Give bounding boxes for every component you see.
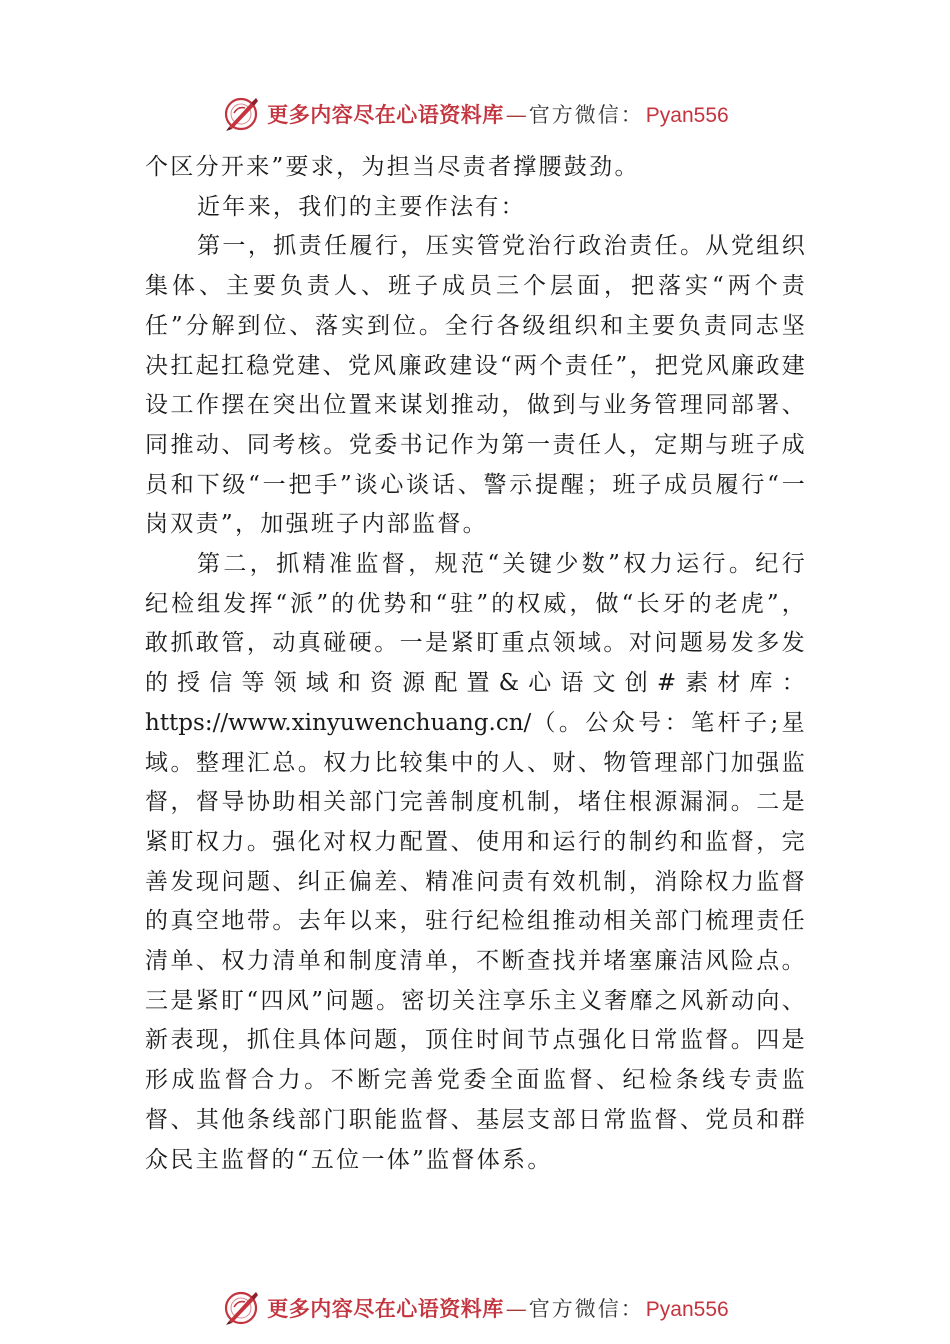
footer-banner-text: [267, 1293, 728, 1323]
pen-nib-logo-icon: [221, 1288, 261, 1328]
second-point-text-b: （。公众号：笔杆子;星域。整理汇总。权力比较集中的人、财、物管理部门加强监督，督导协助相关部门完善制度机制，堵住根源漏洞。二是紧盯权力。强化对权力配置、使用和运行的制约和监督，完善发现问题、纠正偏差、精准问责有效机制，消除权力监督的真空地带。去年以来，驻行纪检组推动相关部门梳理责任清单、权力清单和制度清单，不断查找并堵塞廉洁风险点。三是紧盯“四风”问题。密切关注享乐主义奢靡之风新动向、新表现，抓住具体问题，顶住时间节点强化日常监督。四是形成监督合力。不断完善党委全面监督、纪检条线专责监督、其他条线部门职能监督、基层支部日常监督、党员和群众民主监督的“五位一体”监督体系。: [145, 709, 807, 1173]
pen-nib-logo-icon: [221, 94, 261, 134]
footer-banner-account: Pyan556: [645, 1298, 729, 1321]
header-banner-dash: —: [505, 103, 527, 127]
second-point-text-a: 第二，抓精准监督，规范“关键少数”权力运行。纪行纪检组发挥“派”的优势和“驻”的权威，做“长牙的老虎”，敢抓敢管，动真碰硬。一是紧盯重点领域。对问题易发多发的授信等领域和资源配置&心语文创#素材库：: [145, 551, 807, 697]
website-url: https://www.xinyuwenchuang.cn/: [145, 709, 532, 736]
paragraph-continuation: 个区分开来”要求，为担当尽责者撑腰鼓劲。: [145, 154, 640, 180]
footer-banner-title: 更多内容尽在心语资料库: [267, 1296, 504, 1321]
paragraph-intro: 近年来，我们的主要作法有：: [197, 193, 526, 220]
header-banner-title: 更多内容尽在心语资料库: [267, 102, 504, 127]
header-banner-account: Pyan556: [645, 104, 729, 127]
footer-banner: [0, 1286, 950, 1330]
header-banner: [0, 92, 950, 136]
header-banner-label: 官方微信：: [528, 103, 644, 127]
paragraph-first-point: 第一，抓责任履行，压实管党治行政治责任。从党组织集体、主要负责人、班子成员三个层面，把落实“两个责任”分解到位、落实到位。全行各级组织和主要负责同志坚决扛起扛稳党建、党风廉政建设“两个责任”，把党风廉政建设工作摆在突出位置来谋划推动，做到与业务管理同部署、同推动、同考核。党委书记作为第一责任人，定期与班子成员和下级“一把手”谈心谈话、警示提醒；班子成员履行“一岗双责”，加强班子内部监督。: [145, 233, 807, 538]
footer-banner-dash: —: [505, 1297, 527, 1321]
document-body: [145, 148, 807, 1180]
paragraph-second-point: [145, 545, 807, 1180]
header-banner-text: [267, 99, 728, 129]
footer-banner-label: 官方微信：: [528, 1297, 644, 1321]
